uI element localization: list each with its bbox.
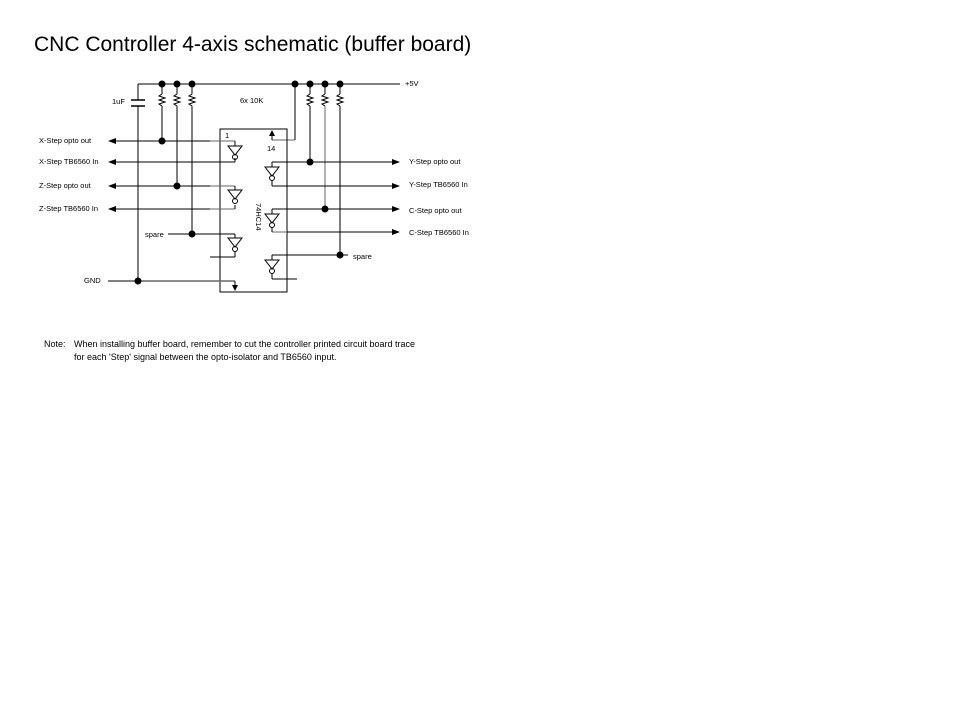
left-signal-label: Z-Step opto out <box>39 181 91 190</box>
gnd-label: GND <box>84 276 101 285</box>
arrow-left-icon <box>108 183 116 189</box>
arrow-right-icon <box>392 229 400 235</box>
ic-74hc14 <box>220 129 287 292</box>
page-title: CNC Controller 4-axis schematic (buffer board) <box>34 33 472 56</box>
ic-part-label: 74HC14 <box>254 203 263 231</box>
right-signal-label: Y-Step opto out <box>409 157 461 166</box>
left-resistors <box>159 84 195 234</box>
right-signal-label: C-Step TB6560 In <box>409 228 469 237</box>
vcc-label: +5V <box>405 79 419 88</box>
note-line-2: for each 'Step' signal between the opto-isolator and TB6560 input. <box>74 352 337 362</box>
right-signal-label: C-Step opto out <box>409 206 462 215</box>
left-signal-label: X-Step TB6560 In <box>39 157 99 166</box>
ic-pin1-label: 1 <box>225 131 230 140</box>
right-signal-label: Y-Step TB6560 In <box>409 180 468 189</box>
vcc-pin-arrow-icon <box>269 130 275 136</box>
arrow-right-icon <box>392 159 400 165</box>
arrow-left-icon <box>108 138 116 144</box>
spare-left-label: spare <box>145 230 164 239</box>
junction-dots <box>135 81 344 285</box>
right-resistors <box>307 84 343 255</box>
spare-right-label: spare <box>353 252 372 261</box>
note-label: Note: <box>44 339 66 349</box>
left-signal-label: X-Step opto out <box>39 136 92 145</box>
capacitor-label: 1uF <box>112 97 125 106</box>
note-line-1: When installing buffer board, remember to cut the controller printed circuit board trace <box>74 339 416 349</box>
arrow-right-icon <box>392 206 400 212</box>
left-signal-label: Z-Step TB6560 In <box>39 204 99 213</box>
resistor-label: 6x 10K <box>240 96 264 105</box>
arrow-left-icon <box>108 206 116 212</box>
ic-pin14-label: 14 <box>267 144 276 153</box>
arrow-left-icon <box>108 159 116 165</box>
gnd-pin-arrow-icon <box>232 285 238 291</box>
arrow-right-icon <box>392 183 400 189</box>
